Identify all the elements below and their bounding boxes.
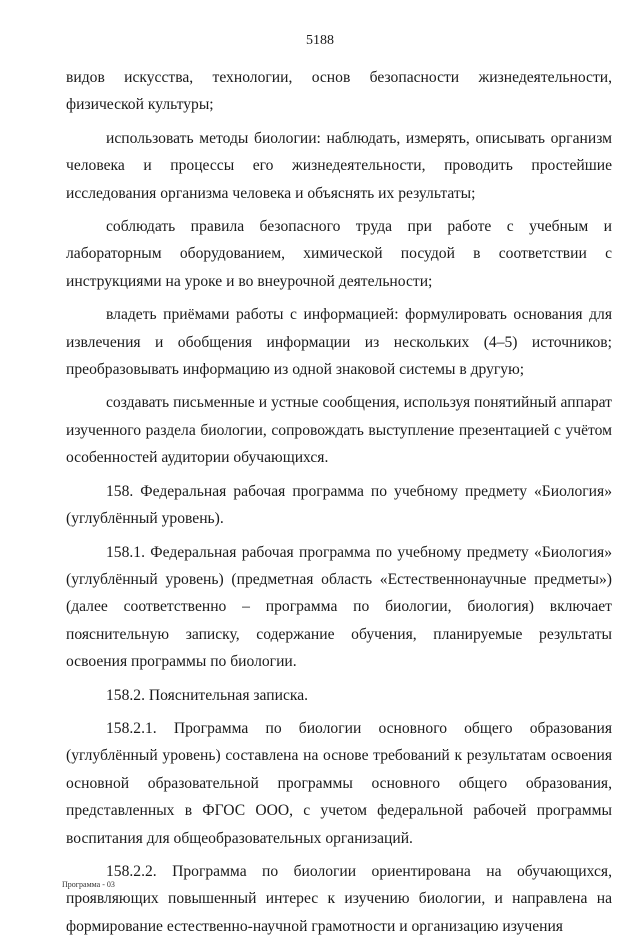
paragraph-methods: использовать методы биологии: наблюдать, измерять, описывать организм человека и процессы его жизнедеятельности, проводить простейшие исследования организма человека и объяснять их результаты; bbox=[66, 129, 612, 202]
section-158-2-2: 158.2.2. Программа по биологии ориентирована на обучающихся, проявляющих повышенный интерес к изучению биологии, и направлена на формирование естественно-научной грамотности и организацию изучения bbox=[66, 862, 612, 935]
section-158-2-1: 158.2.1. Программа по биологии основного общего образования (углублённый уровень) составлена на основе требований к результатам освоения основной образовательной программы основного общего образования, представленных в ФГОС ООО, с учетом федеральной рабочей программы воспитания для общеобразовательных организаций. bbox=[66, 719, 612, 847]
paragraph-messages: создавать письменные и устные сообщения, используя понятийный аппарат изученного раздела биологии, сопровождать выступление презентацией с учётом особенностей аудитории обучающихся. bbox=[66, 394, 612, 467]
section-158-heading: 158. Федеральная рабочая программа по учебному предмету «Биология» (углублённый уровень). bbox=[66, 482, 612, 528]
page-footer: Программа - 03 bbox=[62, 880, 115, 889]
paragraph-safety: соблюдать правила безопасного труда при работе с учебным и лабораторным оборудованием, химической посудой в соответствии с инструкциями на уроке и во внеурочной деятельности; bbox=[66, 218, 612, 290]
page-number: 5188 bbox=[306, 33, 334, 48]
paragraph-continuation: видов искусства, технологии, основ безопасности жизнедеятельности, физической культуры; bbox=[66, 69, 612, 114]
section-158-1: 158.1. Федеральная рабочая программа по учебному предмету «Биология» (углублённый уровень) (предметная область «Естественнонаучные предметы») (далее соответственно – программа по биологии, биология) включает пояснительную записку, содержание обучения, планируемые результаты освоения программы по биологии. bbox=[66, 543, 612, 671]
section-158-2-heading: 158.2. Пояснительная записка. bbox=[106, 686, 309, 704]
document-body bbox=[66, 64, 612, 946]
paragraph-information: владеть приёмами работы с информацией: формулировать основания для извлечения и обобщения информации из нескольких (4–5) источников; преобразовывать информацию из одной знаковой системы в другую; bbox=[66, 306, 612, 379]
